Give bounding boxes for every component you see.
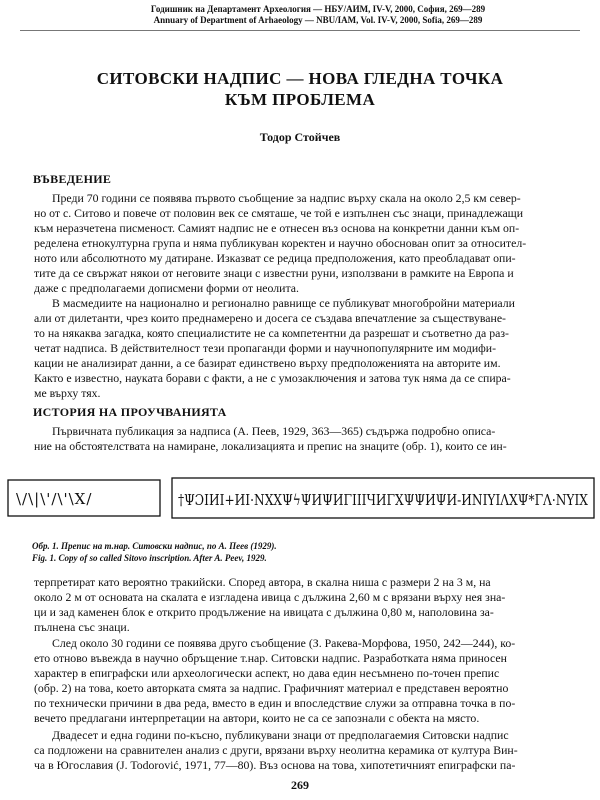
text-line: характер в епиграфски или археологически аспект, но дава един несъмнено по-точен препис bbox=[34, 666, 500, 680]
text-line: ме върху тях. bbox=[34, 386, 101, 400]
figure-caption-en: Fig. 1. Copy of so called Sitovo inscription. After A. Peev, 1929. bbox=[32, 553, 267, 563]
paragraph-intro-1 bbox=[34, 191, 578, 296]
journal-header bbox=[108, 4, 528, 26]
text-line: по технически причини в два реда, вместо в един и впоследствие служи за отправна точка в по- bbox=[34, 696, 516, 710]
text-line: даже с предполагаеми допиcмени форми от неолита. bbox=[34, 281, 299, 295]
text-line: али от дилетанти, чрез които преднамерено и досега се създава впечатление за съществуване- bbox=[34, 311, 506, 325]
article-title bbox=[40, 68, 560, 110]
text-line: (обр. 2) на това, което авторката смята за надпис. Графичният материал е представен вероятно bbox=[34, 681, 509, 695]
text-line: ние на обстоятелствата на намиране, локализацията и препис на знаците (обр. 1), които се ин- bbox=[34, 439, 507, 453]
text-line: ци и зад каменен блок е открито продължение на ивицата с дължина 0,80 м, наполовина за- bbox=[34, 605, 494, 619]
paragraph-history-3 bbox=[34, 728, 578, 773]
paragraph-intro-2 bbox=[34, 296, 578, 401]
text-line: ното или абсолютното му датиране. Изказват се редица предположения, като преобладават опи- bbox=[34, 251, 516, 265]
journal-header-bg: Годишник на Департамент Археология — НБУ/АИМ, IV-V, 2000, София, 269—289 bbox=[150, 4, 486, 14]
text-line: Двадесет и една години по-късно, публикувани знаци от предполагаемия Ситовски надпис bbox=[52, 728, 509, 742]
text-line: четат надписа. В действителност тези пропаганди форми и научнопопулярните им модифи- bbox=[34, 341, 497, 355]
text-line: пълнена със знаци. bbox=[34, 620, 130, 634]
paragraph-history-1-cont bbox=[34, 575, 578, 635]
text-line: но от с. Ситово и повече от половин век се смяташе, че той е изпълнен със знаци, принадлежащи bbox=[34, 206, 524, 220]
text-line: В масмедиите на национално и регионално равнище се публикуват многобройни материали bbox=[52, 296, 515, 310]
section-heading-history: ИСТОРИЯ НА ПРОУЧВАНИЯТА bbox=[33, 405, 227, 419]
text-line: тите да се свържат някои от неговите знаци с известни руни, използвани в рамките на Европа и bbox=[34, 266, 514, 280]
paragraph-history-1 bbox=[34, 424, 578, 454]
inscription-glyphs-large: †ΨƆΙИΙ+ИΙ·ΝΧΧΨϟΨИΨИΓΙΙΙЧИΓХΨΨИΨИ-ИΝΙΥΙΛΧΨ*ΓΛ·ΝΥΙΧ bbox=[178, 491, 589, 509]
figure-inscription-copy bbox=[6, 474, 596, 522]
text-line: терпретират като вероятно тракийски. Според автора, в скална ниша с размери 2 на 3 м, на bbox=[34, 575, 491, 589]
journal-header-en: Annuary of Department of Arhaeology — NBU/IAM, Vol. IV-V, 2000, Sofia, 269—289 bbox=[153, 15, 483, 25]
text-line: След около 30 години се появява друго съобщение (З. Ракева-Морфова, 1950, 242—244), ко- bbox=[52, 636, 516, 650]
text-line: около 2 м от основата на скалата е изгладена ивица с дължина 2,60 м с врязани върху нея зна- bbox=[34, 590, 506, 604]
text-line: вечето предлагани интерпретации на автори, които не са се запознали с обекта на място. bbox=[34, 711, 480, 725]
paragraph-history-2 bbox=[34, 636, 578, 726]
text-line: са подложени на сравнителен анализ с други, врязани върху неолитна керамика от култура Вин- bbox=[34, 743, 518, 757]
text-line: ча в Югославия (J. Todorović, 1971, 77—80). Въз основа на това, хипотетичният епиграфски па- bbox=[34, 758, 516, 772]
figure-caption-bg: Обр. 1. Препис на т.нар. Ситовски надпис, по А. Пеев (1929). bbox=[32, 541, 277, 551]
text-line: към неразчетена писменост. Самият надпис не е отнесен въз основа на конкретни данни към оп- bbox=[34, 221, 520, 235]
inscription-glyphs-small: \/\|\'/\'\X/ bbox=[16, 490, 93, 508]
text-line: Преди 70 години се появява първото съобщение за надпис върху скала на около 2,5 км север- bbox=[52, 191, 521, 205]
figure-caption bbox=[32, 540, 572, 564]
title-line-2: КЪМ ПРОБЛЕМА bbox=[224, 90, 376, 109]
text-line: то на някаква загадка, която специалистите не са компетентни да разрешат и съответно да раз- bbox=[34, 326, 509, 340]
text-line: ределена етнокултурна група и няма публикуван коректен и научно обоснован опит за относител- bbox=[34, 236, 527, 250]
header-rule bbox=[20, 30, 580, 31]
title-line-1: СИТОВСКИ НАДПИС — НОВА ГЛЕДНА ТОЧКА bbox=[96, 69, 504, 88]
page-number: 269 bbox=[291, 778, 309, 792]
section-heading-introduction: ВЪВЕДЕНИЕ bbox=[33, 172, 112, 186]
text-line: Първичната публикация за надписа (А. Пеев, 1929, 363—365) съдържа подробно описа- bbox=[52, 424, 496, 438]
author-name: Тодор Стойчев bbox=[259, 130, 341, 144]
text-line: Както е известно, науката борави с факти, а не с умозаключения и затова тук няма да се спира- bbox=[34, 371, 511, 385]
text-line: кации не анализират данни, а се базират единствено върху предположенията на авторите им. bbox=[34, 356, 501, 370]
inscription-drawing bbox=[6, 474, 596, 522]
text-line: ето отново въвежда в научно обръщение т.нар. Ситовски надпис. Разработката няма приносен bbox=[34, 651, 507, 665]
